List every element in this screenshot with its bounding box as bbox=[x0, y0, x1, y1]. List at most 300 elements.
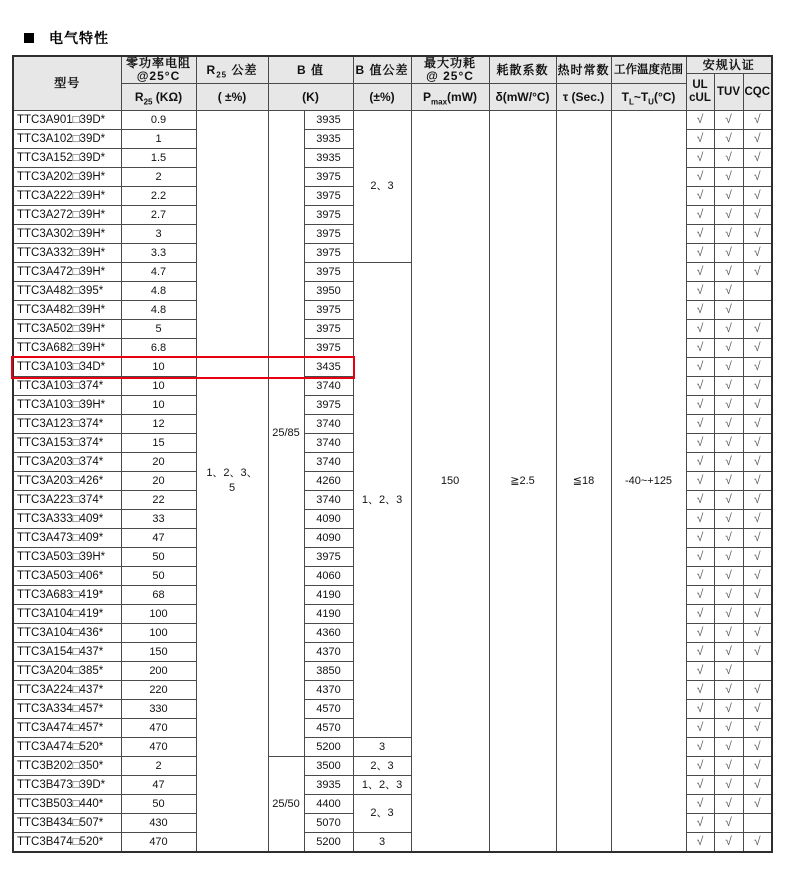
cert-cqc-cell bbox=[743, 719, 772, 738]
check-icon: √ bbox=[725, 321, 732, 335]
cert-tuv-cell bbox=[714, 111, 743, 130]
model-cell: TTC3A482□39H* bbox=[13, 301, 121, 320]
check-icon: √ bbox=[696, 815, 704, 829]
r25-value-cell: 1.5 bbox=[121, 149, 196, 168]
col-header-tuv: TUV bbox=[714, 74, 743, 111]
b-tolerance-cell: 2、3 bbox=[353, 795, 411, 833]
spec-table bbox=[12, 55, 773, 853]
temp-range-cell: -40~+125 bbox=[611, 111, 686, 853]
r25-value-cell: 4.8 bbox=[121, 301, 196, 320]
b-value-cell: 3975 bbox=[304, 244, 353, 263]
check-icon: √ bbox=[725, 739, 732, 753]
check-icon: √ bbox=[753, 720, 761, 734]
unit-thermal-time: τ (Sec.) bbox=[556, 84, 611, 111]
cert-cqc-cell bbox=[743, 320, 772, 339]
check-icon: √ bbox=[696, 549, 704, 563]
cert-ul-cell bbox=[686, 396, 714, 415]
check-icon: √ bbox=[753, 169, 761, 183]
check-icon: √ bbox=[696, 435, 704, 449]
check-icon: √ bbox=[696, 492, 704, 506]
check-icon: √ bbox=[725, 302, 732, 316]
check-icon: √ bbox=[753, 245, 761, 259]
cert-tuv-cell bbox=[714, 149, 743, 168]
model-cell: TTC3A334□457* bbox=[13, 700, 121, 719]
cert-tuv-cell bbox=[714, 320, 743, 339]
cert-cqc-cell bbox=[743, 206, 772, 225]
header-row-1 bbox=[13, 56, 772, 74]
cert-tuv-cell bbox=[714, 244, 743, 263]
model-cell: TTC3A103□34D* bbox=[13, 358, 121, 377]
check-icon: √ bbox=[725, 150, 732, 164]
cert-cqc-cell bbox=[743, 415, 772, 434]
b-tolerance-cell: 2、3 bbox=[353, 111, 411, 263]
cert-ul-cell bbox=[686, 339, 714, 358]
r25-value-cell: 2 bbox=[121, 757, 196, 776]
check-icon: √ bbox=[753, 530, 761, 544]
cert-cqc-cell bbox=[743, 567, 772, 586]
check-icon: √ bbox=[753, 264, 761, 278]
cert-cqc-cell bbox=[743, 738, 772, 757]
model-cell: TTC3A472□39H* bbox=[13, 263, 121, 282]
b-value-cell: 4090 bbox=[304, 529, 353, 548]
cert-cqc-cell bbox=[743, 168, 772, 187]
check-icon: √ bbox=[725, 777, 732, 791]
r25-value-cell: 0.9 bbox=[121, 111, 196, 130]
b-tolerance-cell: 1、2、3 bbox=[353, 263, 411, 738]
cert-cqc-cell bbox=[743, 795, 772, 814]
b-value-cell: 3740 bbox=[304, 453, 353, 472]
cert-tuv-cell bbox=[714, 833, 743, 853]
check-icon: √ bbox=[696, 644, 704, 658]
check-icon: √ bbox=[753, 397, 761, 411]
model-cell: TTC3B434□507* bbox=[13, 814, 121, 833]
cert-ul-cell bbox=[686, 358, 714, 377]
check-icon: √ bbox=[696, 378, 704, 392]
cert-ul-cell bbox=[686, 833, 714, 853]
cert-tuv-cell bbox=[714, 548, 743, 567]
cert-cqc-cell bbox=[743, 757, 772, 776]
b-value-cell: 3500 bbox=[304, 757, 353, 776]
r25-value-cell: 470 bbox=[121, 719, 196, 738]
check-icon: √ bbox=[753, 834, 761, 848]
check-icon: √ bbox=[696, 454, 704, 468]
model-cell: TTC3A473□409* bbox=[13, 529, 121, 548]
check-icon: √ bbox=[696, 302, 704, 316]
check-icon: √ bbox=[753, 340, 761, 354]
cert-ul-cell bbox=[686, 510, 714, 529]
cert-tuv-cell bbox=[714, 719, 743, 738]
cert-ul-cell bbox=[686, 415, 714, 434]
cert-ul-cell bbox=[686, 814, 714, 833]
col-header-ul-cul: UL cUL bbox=[686, 74, 714, 111]
check-icon: √ bbox=[753, 454, 761, 468]
cert-ul-cell bbox=[686, 738, 714, 757]
check-icon: √ bbox=[753, 739, 761, 753]
r25-value-cell: 50 bbox=[121, 548, 196, 567]
b-value-cell: 3935 bbox=[304, 776, 353, 795]
col-header-cqc: CQC bbox=[743, 74, 772, 111]
check-icon: √ bbox=[753, 226, 761, 240]
check-icon: √ bbox=[696, 169, 704, 183]
cert-cqc-cell bbox=[743, 149, 772, 168]
cert-tuv-cell bbox=[714, 377, 743, 396]
cert-ul-cell bbox=[686, 491, 714, 510]
check-icon: √ bbox=[725, 720, 732, 734]
section-title bbox=[24, 28, 109, 48]
cert-tuv-cell bbox=[714, 396, 743, 415]
check-icon: √ bbox=[696, 473, 704, 487]
cert-tuv-cell bbox=[714, 795, 743, 814]
unit-temp-range: $T_L\sim T_U(^\circ C)$ bbox=[611, 84, 686, 111]
check-icon: √ bbox=[696, 150, 704, 164]
check-icon: √ bbox=[696, 112, 704, 126]
r25-value-cell: 3.3 bbox=[121, 244, 196, 263]
b-value-cell: 5070 bbox=[304, 814, 353, 833]
check-icon: √ bbox=[696, 834, 704, 848]
check-icon: √ bbox=[696, 701, 704, 715]
b-value-cell: 4190 bbox=[304, 605, 353, 624]
cert-ul-cell bbox=[686, 700, 714, 719]
check-icon: √ bbox=[753, 511, 761, 525]
r25-value-cell: 2.7 bbox=[121, 206, 196, 225]
r25-value-cell: 100 bbox=[121, 605, 196, 624]
model-cell: TTC3B474□520* bbox=[13, 833, 121, 853]
check-icon: √ bbox=[696, 245, 704, 259]
check-icon: √ bbox=[753, 435, 761, 449]
check-icon: √ bbox=[753, 416, 761, 430]
check-icon: √ bbox=[696, 283, 704, 297]
model-cell: TTC3A204□385* bbox=[13, 662, 121, 681]
b-ref-temp-cell: 25/50 bbox=[268, 757, 304, 853]
check-icon: √ bbox=[696, 416, 704, 430]
check-icon: √ bbox=[696, 340, 704, 354]
b-value-cell: 3975 bbox=[304, 339, 353, 358]
b-value-cell: 3975 bbox=[304, 187, 353, 206]
check-icon: √ bbox=[696, 359, 704, 373]
b-value-cell: 4570 bbox=[304, 700, 353, 719]
max-power-line2: @ 25°C bbox=[426, 69, 474, 83]
check-icon: √ bbox=[725, 606, 732, 620]
cert-cqc-cell bbox=[743, 643, 772, 662]
model-cell: TTC3A682□39H* bbox=[13, 339, 121, 358]
b-value-cell: 3850 bbox=[304, 662, 353, 681]
cert-tuv-cell bbox=[714, 130, 743, 149]
check-icon: √ bbox=[753, 321, 761, 335]
b-tolerance-cell: 1、2、3 bbox=[353, 776, 411, 795]
cert-tuv-cell bbox=[714, 814, 743, 833]
cert-cqc-cell bbox=[743, 130, 772, 149]
cert-ul-cell bbox=[686, 168, 714, 187]
model-cell: TTC3A223□374* bbox=[13, 491, 121, 510]
check-icon: √ bbox=[725, 473, 732, 487]
b-value-cell: 3740 bbox=[304, 415, 353, 434]
cert-ul-cell bbox=[686, 662, 714, 681]
cert-tuv-cell bbox=[714, 225, 743, 244]
model-cell: TTC3A302□39H* bbox=[13, 225, 121, 244]
electrical-characteristics-table bbox=[12, 55, 773, 853]
b-value-cell: 4570 bbox=[304, 719, 353, 738]
b-value-cell: 3975 bbox=[304, 168, 353, 187]
check-icon: √ bbox=[753, 758, 761, 772]
check-icon: √ bbox=[725, 378, 732, 392]
check-icon: √ bbox=[725, 169, 732, 183]
check-icon: √ bbox=[725, 226, 732, 240]
check-icon: √ bbox=[696, 207, 704, 221]
check-icon: √ bbox=[753, 207, 761, 221]
check-icon: √ bbox=[725, 397, 732, 411]
cert-cqc-cell bbox=[743, 111, 772, 130]
cert-cqc-cell bbox=[743, 453, 772, 472]
cert-tuv-cell bbox=[714, 624, 743, 643]
check-icon: √ bbox=[725, 587, 732, 601]
check-icon: √ bbox=[725, 340, 732, 354]
b-value-cell: 4090 bbox=[304, 510, 353, 529]
cert-ul-cell bbox=[686, 225, 714, 244]
cert-ul-cell bbox=[686, 130, 714, 149]
b-value-cell: 4360 bbox=[304, 624, 353, 643]
cert-tuv-cell bbox=[714, 529, 743, 548]
cert-cqc-cell bbox=[743, 434, 772, 453]
cert-ul-cell bbox=[686, 320, 714, 339]
cert-tuv-cell bbox=[714, 301, 743, 320]
cert-cqc-cell bbox=[743, 301, 772, 320]
cert-tuv-cell bbox=[714, 206, 743, 225]
dissipation-cell: ≧2.5 bbox=[489, 111, 556, 853]
check-icon: √ bbox=[696, 511, 704, 525]
r25-value-cell: 6.8 bbox=[121, 339, 196, 358]
header-row-3 bbox=[13, 84, 772, 111]
check-icon: √ bbox=[725, 625, 732, 639]
cert-cqc-cell bbox=[743, 586, 772, 605]
b-value-cell: 3935 bbox=[304, 111, 353, 130]
model-cell: TTC3A683□419* bbox=[13, 586, 121, 605]
cert-cqc-cell bbox=[743, 833, 772, 853]
model-cell: TTC3A332□39H* bbox=[13, 244, 121, 263]
r25-value-cell: 50 bbox=[121, 567, 196, 586]
model-cell: TTC3A222□39H* bbox=[13, 187, 121, 206]
check-icon: √ bbox=[725, 112, 732, 126]
unit-b-tolerance: (±%) bbox=[353, 84, 411, 111]
check-icon: √ bbox=[753, 473, 761, 487]
model-cell: TTC3B503□440* bbox=[13, 795, 121, 814]
cert-ul-cell bbox=[686, 377, 714, 396]
check-icon: √ bbox=[696, 758, 704, 772]
check-icon: √ bbox=[696, 663, 704, 677]
cert-ul-cell bbox=[686, 624, 714, 643]
check-icon: √ bbox=[725, 359, 732, 373]
r25-value-cell: 33 bbox=[121, 510, 196, 529]
b-value-cell: 4370 bbox=[304, 643, 353, 662]
page-title: 电气特性 bbox=[49, 30, 109, 46]
cert-cqc-cell bbox=[743, 548, 772, 567]
check-icon: √ bbox=[753, 112, 761, 126]
max-power-line1: 最大功耗 bbox=[424, 56, 477, 70]
unit-b-value: (K) bbox=[268, 84, 353, 111]
b-value-cell: 3740 bbox=[304, 377, 353, 396]
r25-value-cell: 12 bbox=[121, 415, 196, 434]
check-icon: √ bbox=[753, 188, 761, 202]
b-value-cell: 3975 bbox=[304, 396, 353, 415]
model-cell: TTC3A482□395* bbox=[13, 282, 121, 301]
cert-ul-cell bbox=[686, 719, 714, 738]
check-icon: √ bbox=[725, 283, 732, 297]
cert-cqc-cell bbox=[743, 244, 772, 263]
check-icon: √ bbox=[696, 131, 704, 145]
cert-ul-cell bbox=[686, 453, 714, 472]
cert-tuv-cell bbox=[714, 605, 743, 624]
cert-ul-cell bbox=[686, 605, 714, 624]
cert-tuv-cell bbox=[714, 339, 743, 358]
cert-tuv-cell bbox=[714, 491, 743, 510]
check-icon: √ bbox=[725, 834, 732, 848]
r25-value-cell: 200 bbox=[121, 662, 196, 681]
cert-cqc-cell bbox=[743, 187, 772, 206]
cert-cqc-cell bbox=[743, 529, 772, 548]
cert-tuv-cell bbox=[714, 776, 743, 795]
b-value-cell: 4190 bbox=[304, 586, 353, 605]
cert-tuv-cell bbox=[714, 586, 743, 605]
r25-value-cell: 2 bbox=[121, 168, 196, 187]
cert-tuv-cell bbox=[714, 358, 743, 377]
check-icon: √ bbox=[696, 264, 704, 278]
b-value-cell: 3935 bbox=[304, 130, 353, 149]
cert-tuv-cell bbox=[714, 567, 743, 586]
b-tolerance-cell: 3 bbox=[353, 833, 411, 853]
cert-tuv-cell bbox=[714, 681, 743, 700]
check-icon: √ bbox=[696, 530, 704, 544]
cert-cqc-cell bbox=[743, 377, 772, 396]
check-icon: √ bbox=[725, 435, 732, 449]
check-icon: √ bbox=[725, 796, 732, 810]
unit-max-power: $P_{max}(mW)$ bbox=[411, 84, 489, 111]
cert-cqc-cell bbox=[743, 396, 772, 415]
model-cell: TTC3A474□457* bbox=[13, 719, 121, 738]
col-header-dissipation: 耗散系数 bbox=[489, 56, 556, 84]
check-icon: √ bbox=[753, 644, 761, 658]
b-value-cell: 3740 bbox=[304, 434, 353, 453]
cert-ul-cell bbox=[686, 795, 714, 814]
model-cell: TTC3A202□39H* bbox=[13, 168, 121, 187]
b-value-cell: 3975 bbox=[304, 548, 353, 567]
check-icon: √ bbox=[753, 682, 761, 696]
model-cell: TTC3A154□437* bbox=[13, 643, 121, 662]
check-icon: √ bbox=[696, 796, 704, 810]
r25-value-cell: 4.7 bbox=[121, 263, 196, 282]
cert-ul-cell bbox=[686, 567, 714, 586]
check-icon: √ bbox=[696, 606, 704, 620]
b-value-cell: 4400 bbox=[304, 795, 353, 814]
r25-value-cell: 150 bbox=[121, 643, 196, 662]
cert-ul-cell bbox=[686, 301, 714, 320]
b-value-cell: 3975 bbox=[304, 225, 353, 244]
cert-ul-cell bbox=[686, 776, 714, 795]
check-icon: √ bbox=[725, 530, 732, 544]
cert-tuv-cell bbox=[714, 434, 743, 453]
model-cell: TTC3A152□39D* bbox=[13, 149, 121, 168]
check-icon: √ bbox=[753, 625, 761, 639]
model-cell: TTC3A203□374* bbox=[13, 453, 121, 472]
r25-value-cell: 4.8 bbox=[121, 282, 196, 301]
check-icon: √ bbox=[725, 188, 732, 202]
zero-power-line2: @25°C bbox=[136, 69, 181, 83]
r25-value-cell: 470 bbox=[121, 833, 196, 853]
cert-tuv-cell bbox=[714, 453, 743, 472]
r25-value-cell: 10 bbox=[121, 377, 196, 396]
cert-cqc-cell bbox=[743, 491, 772, 510]
b-tolerance-cell: 3 bbox=[353, 738, 411, 757]
cert-tuv-cell bbox=[714, 472, 743, 491]
cert-ul-cell bbox=[686, 149, 714, 168]
b-value-cell: 3975 bbox=[304, 301, 353, 320]
check-icon: √ bbox=[725, 492, 732, 506]
cert-cqc-cell bbox=[743, 624, 772, 643]
check-icon: √ bbox=[753, 796, 761, 810]
r25-value-cell: 22 bbox=[121, 491, 196, 510]
r25-value-cell: 470 bbox=[121, 738, 196, 757]
cert-ul-cell bbox=[686, 529, 714, 548]
model-cell: TTC3A102□39D* bbox=[13, 130, 121, 149]
max-power-cell: 150 bbox=[411, 111, 489, 853]
model-cell: TTC3A103□39H* bbox=[13, 396, 121, 415]
check-icon: √ bbox=[725, 758, 732, 772]
col-header-model-label: 型号 bbox=[54, 76, 81, 90]
zero-power-line1: 零功率电阻 bbox=[125, 56, 191, 70]
cert-tuv-cell bbox=[714, 263, 743, 282]
check-icon: √ bbox=[725, 701, 732, 715]
r25-value-cell: 20 bbox=[121, 472, 196, 491]
cert-tuv-cell bbox=[714, 510, 743, 529]
model-cell: TTC3B473□39D* bbox=[13, 776, 121, 795]
col-header-thermal-time: 热时常数 bbox=[556, 56, 611, 84]
check-icon: √ bbox=[725, 245, 732, 259]
cert-tuv-cell bbox=[714, 662, 743, 681]
check-icon: √ bbox=[725, 131, 732, 145]
cert-tuv-cell bbox=[714, 700, 743, 719]
model-cell: TTC3A224□437* bbox=[13, 681, 121, 700]
r25-value-cell: 68 bbox=[121, 586, 196, 605]
cert-cqc-cell bbox=[743, 358, 772, 377]
cert-ul-cell bbox=[686, 548, 714, 567]
black-square-bullet-icon bbox=[24, 33, 34, 43]
check-icon: √ bbox=[753, 131, 761, 145]
col-header-r25-tolerance: $R_{25}$ 公差 bbox=[196, 56, 268, 84]
cert-cqc-cell bbox=[743, 662, 772, 681]
cert-ul-cell bbox=[686, 111, 714, 130]
cert-ul-cell bbox=[686, 586, 714, 605]
r25-tolerance-cell: 1、2、3、5 bbox=[196, 111, 268, 853]
model-cell: TTC3A153□374* bbox=[13, 434, 121, 453]
b-value-cell: 3935 bbox=[304, 149, 353, 168]
check-icon: √ bbox=[696, 188, 704, 202]
cert-cqc-cell bbox=[743, 681, 772, 700]
check-icon: √ bbox=[696, 226, 704, 240]
b-value-cell: 3740 bbox=[304, 491, 353, 510]
b-value-cell: 3435 bbox=[304, 358, 353, 377]
check-icon: √ bbox=[725, 663, 732, 677]
r25-value-cell: 220 bbox=[121, 681, 196, 700]
model-cell: TTC3A901□39D* bbox=[13, 111, 121, 130]
cert-ul-cell bbox=[686, 263, 714, 282]
b-value-cell: 4260 bbox=[304, 472, 353, 491]
model-cell: TTC3A272□39H* bbox=[13, 206, 121, 225]
check-icon: √ bbox=[753, 587, 761, 601]
cert-ul-cell bbox=[686, 757, 714, 776]
b-value-cell: 5200 bbox=[304, 833, 353, 853]
r25-value-cell: 20 bbox=[121, 453, 196, 472]
r25-value-cell: 100 bbox=[121, 624, 196, 643]
check-icon: √ bbox=[725, 682, 732, 696]
check-icon: √ bbox=[753, 606, 761, 620]
